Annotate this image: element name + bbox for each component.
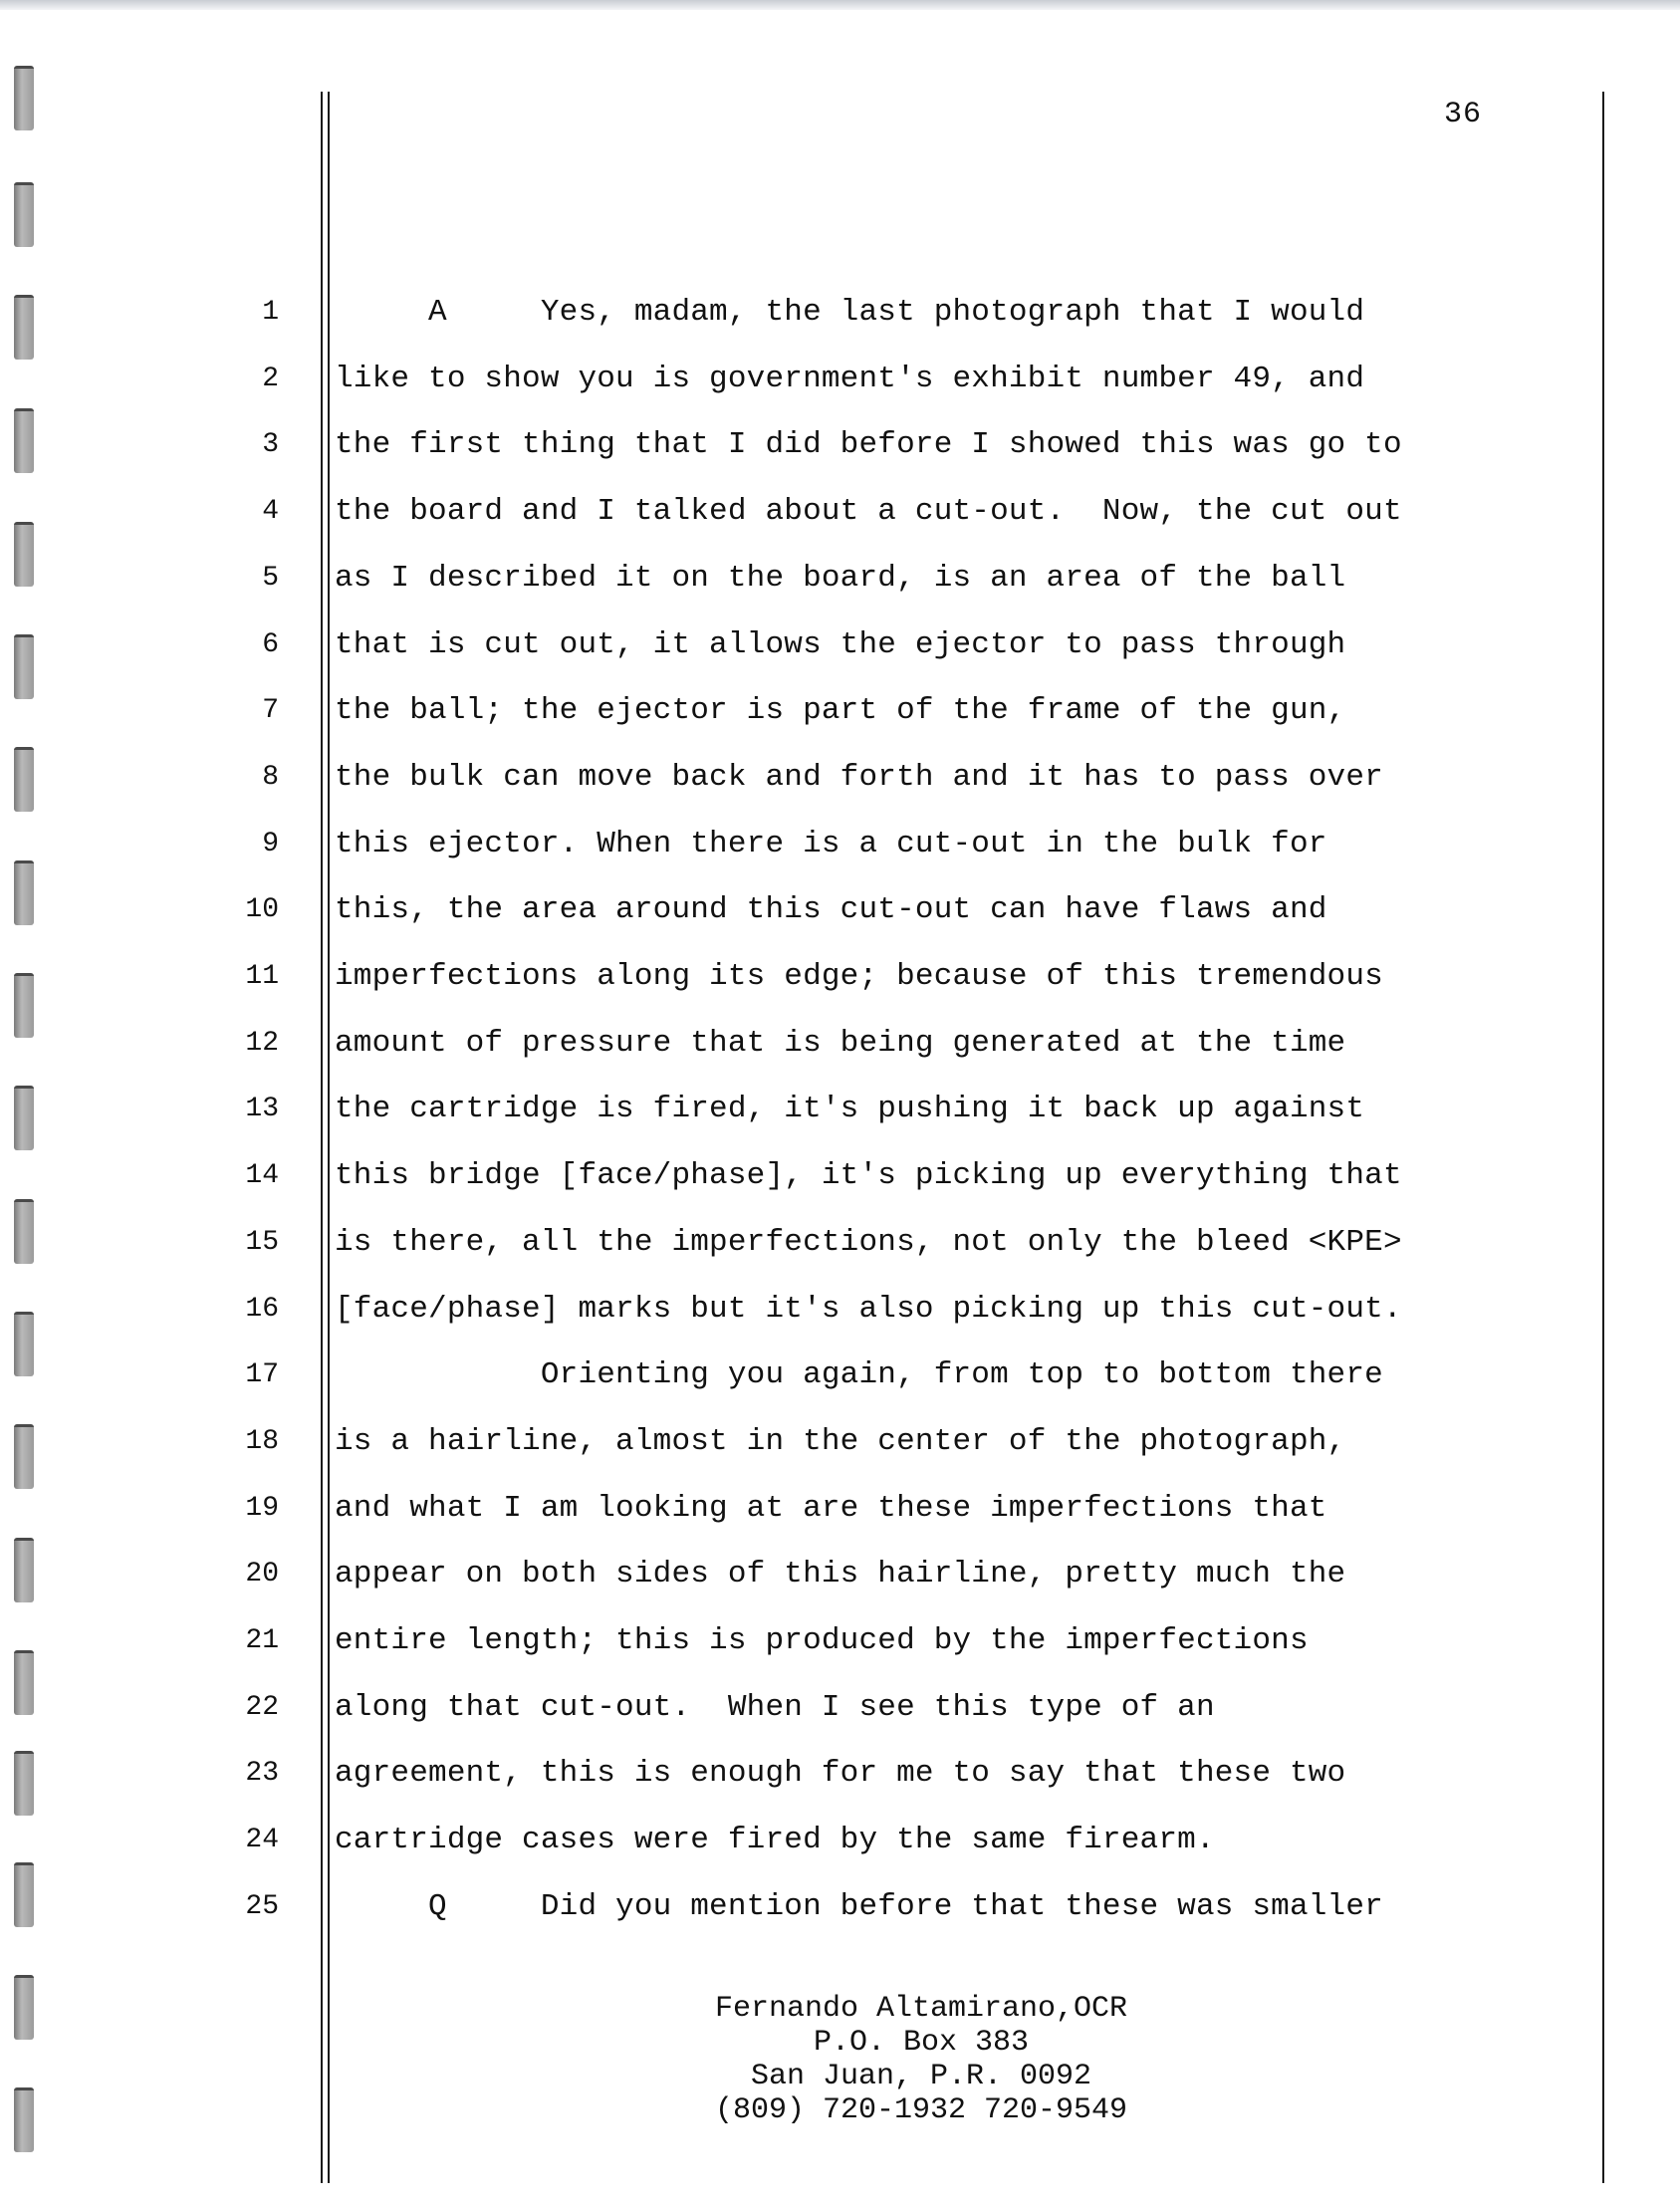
binder-hole <box>14 1312 34 1376</box>
line-number: 15 <box>245 1227 279 1258</box>
left-margin-rule-inner <box>328 92 330 2183</box>
binder-hole <box>14 522 34 587</box>
line-number: 1 <box>262 297 279 328</box>
transcript-line: entire length; this is produced by the imperfections <box>335 1623 1309 1658</box>
transcript-line: [face/phase] marks but it's also picking up this cut-out. <box>335 1292 1402 1327</box>
line-number: 19 <box>245 1493 279 1524</box>
line-number: 20 <box>245 1559 279 1590</box>
transcript-line: the board and I talked about a cut-out. Now, the cut out <box>335 494 1402 529</box>
transcript-line: appear on both sides of this hairline, pretty much the <box>335 1557 1346 1592</box>
binder-hole <box>14 66 34 130</box>
transcript-line: the first thing that I did before I showed this was go to <box>335 427 1402 462</box>
transcript-line: and what I am looking at are these imperfections that <box>335 1491 1327 1526</box>
line-number: 10 <box>245 894 279 925</box>
binder-hole <box>14 182 34 247</box>
binder-hole <box>14 747 34 812</box>
transcript-line: agreement, this is enough for me to say that these two <box>335 1756 1346 1791</box>
line-number: 12 <box>245 1028 279 1059</box>
line-number: 7 <box>262 695 279 726</box>
transcript-line: the bulk can move back and forth and it has to pass over <box>335 760 1383 795</box>
line-number: 22 <box>245 1692 279 1723</box>
transcript-line: is a hairline, almost in the center of the photograph, <box>335 1424 1346 1459</box>
transcript-line: A Yes, madam, the last photograph that I would <box>335 295 1365 330</box>
line-number: 16 <box>245 1294 279 1325</box>
binder-hole <box>14 1086 34 1150</box>
transcript-line: is there, all the imperfections, not only the bleed <KPE> <box>335 1225 1402 1260</box>
binder-hole <box>14 634 34 699</box>
line-number: 23 <box>245 1758 279 1789</box>
binder-hole <box>14 1650 34 1715</box>
line-number: 8 <box>262 762 279 793</box>
line-number: 17 <box>245 1359 279 1390</box>
binder-hole <box>14 973 34 1038</box>
reporter-phone: (809) 720-1932 720-9549 <box>714 2093 1128 2127</box>
line-number: 9 <box>262 829 279 859</box>
transcript-line: that is cut out, it allows the ejector to pass through <box>335 627 1346 662</box>
line-number: 11 <box>245 961 279 992</box>
reporter-footer <box>558 1992 1285 2127</box>
binder-hole <box>14 1538 34 1602</box>
reporter-name: Fernando Altamirano,OCR <box>714 1992 1128 2026</box>
transcript-line: along that cut-out. When I see this type of an <box>335 1690 1215 1725</box>
transcript-line: Q Did you mention before that these was smaller <box>335 1889 1383 1924</box>
transcript-line: the cartridge is fired, it's pushing it back up against <box>335 1092 1365 1126</box>
transcript-line: cartridge cases were fired by the same firearm. <box>335 1823 1215 1857</box>
line-number: 3 <box>262 429 279 460</box>
transcript-line: this bridge [face/phase], it's picking up everything that <box>335 1158 1402 1193</box>
transcript-line: this, the area around this cut-out can have flaws and <box>335 892 1327 927</box>
transcript-line: this ejector. When there is a cut-out in the bulk for <box>335 827 1327 861</box>
line-number: 13 <box>245 1094 279 1124</box>
binder-hole <box>14 2087 34 2152</box>
transcript-line: as I described it on the board, is an area of the ball <box>335 561 1346 596</box>
left-margin-rule-outer <box>321 92 323 2183</box>
transcript-line: Orienting you again, from top to bottom there <box>335 1357 1383 1392</box>
right-margin-rule <box>1602 92 1604 2183</box>
binder-hole <box>14 295 34 360</box>
line-number: 4 <box>262 496 279 527</box>
transcript-line: amount of pressure that is being generated at the time <box>335 1026 1346 1061</box>
binder-hole <box>14 1975 34 2040</box>
line-number: 24 <box>245 1825 279 1855</box>
binder-holes <box>0 0 60 2206</box>
binder-hole <box>14 1751 34 1816</box>
line-number: 5 <box>262 563 279 594</box>
binder-hole <box>14 1199 34 1264</box>
line-number: 14 <box>245 1160 279 1191</box>
page-number: 36 <box>1444 98 1483 131</box>
reporter-city: San Juan, P.R. 0092 <box>750 2060 1092 2093</box>
binder-hole <box>14 408 34 473</box>
binder-hole <box>14 860 34 925</box>
line-number: 18 <box>245 1426 279 1457</box>
line-number: 25 <box>245 1891 279 1922</box>
transcript-line: the ball; the ejector is part of the frame of the gun, <box>335 693 1346 728</box>
binder-hole <box>14 1862 34 1927</box>
transcript-line: like to show you is government's exhibit number 49, and <box>335 362 1365 396</box>
scan-top-edge <box>0 0 1680 10</box>
line-number: 6 <box>262 629 279 660</box>
reporter-po-box: P.O. Box 383 <box>813 2026 1030 2060</box>
line-number: 21 <box>245 1625 279 1656</box>
binder-hole <box>14 1424 34 1489</box>
transcript-line: imperfections along its edge; because of this tremendous <box>335 959 1383 994</box>
line-number: 2 <box>262 364 279 394</box>
